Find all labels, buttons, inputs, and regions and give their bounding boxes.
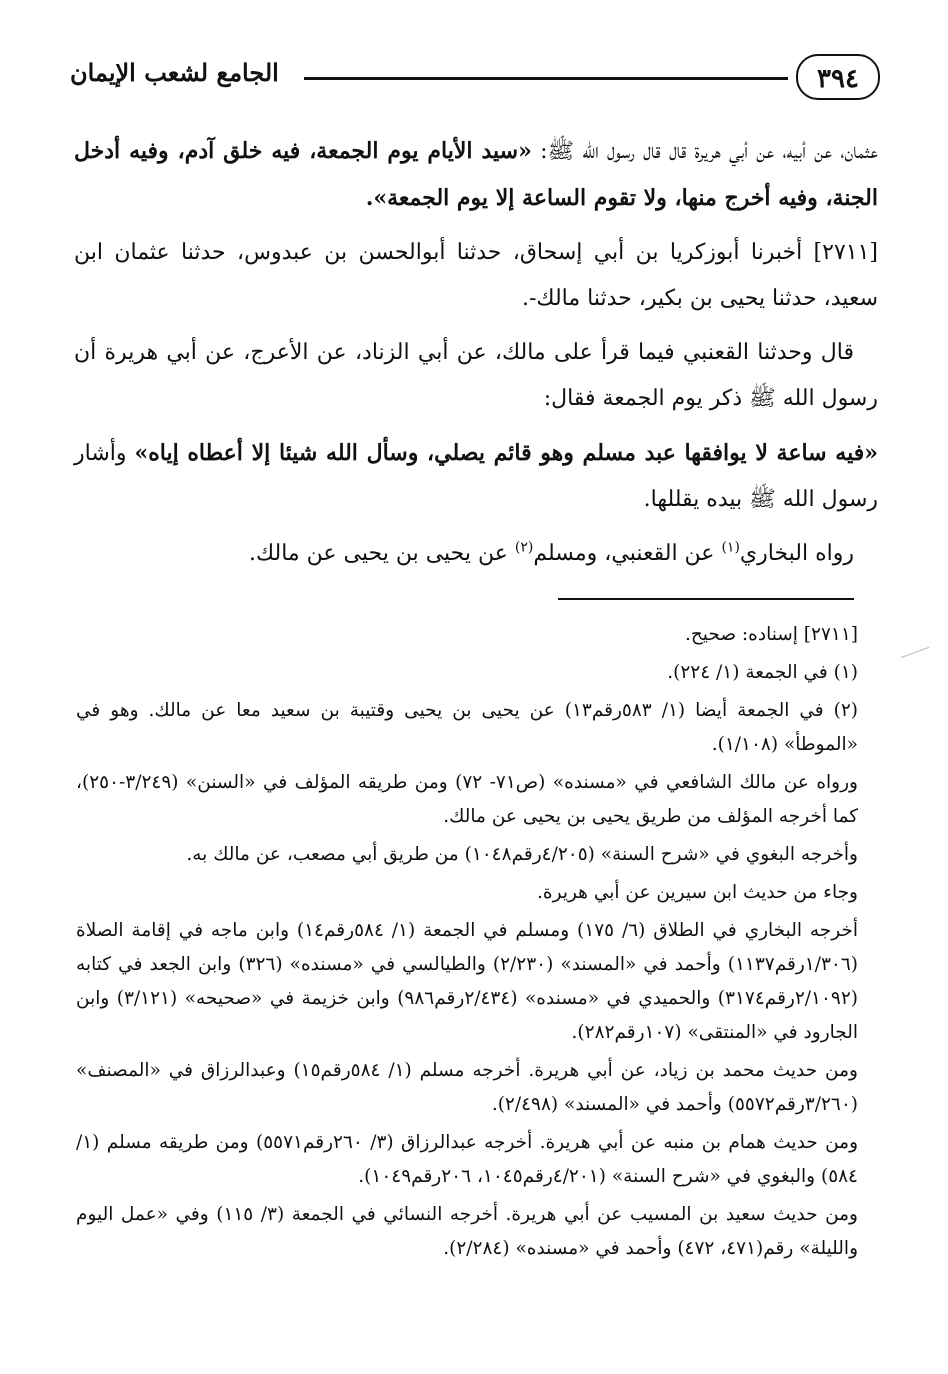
- footnote-2: (٢) في الجمعة أيضا (١/ ٥٨٣رقم١٣) عن يحيى بن يحيى وقتيبة بن سعيد معا عن مالك. وهو في «الموطأ» (١/١٠٨).: [76, 700, 858, 755]
- paragraph-hadith-2711-chain-2: قال وحدثنا القعنبي فيما قرأ على مالك، عن أبي الزناد، عن الأعرج، عن أبي هريرة أن رسول الله ﷺ ذكر يوم الجمعة فقال:: [74, 340, 878, 411]
- footnote-isnad: [٢٧١١] إسناده: صحيح.: [684, 624, 858, 645]
- footnote-paragraph: ومن حديث محمد بن زياد، عن أبي هريرة. أخرجه مسلم (١/ ٥٨٤رقم١٥) وعبدالرزاق في «المصنف» (٣/٢٦٠رقم٥٥٧٢) وأحمد في «المسند» (٢/٤٩٨).: [76, 1060, 858, 1115]
- margin-mark: [901, 647, 930, 658]
- paragraph-takhrij: [74, 531, 878, 577]
- footnote-paragraph: وجاء من حديث ابن سيرين عن أبي هريرة.: [537, 882, 858, 903]
- takhrij-part-a: رواه البخاري: [739, 541, 854, 566]
- takhrij-part-b: عن القعنبي، ومسلم: [533, 541, 722, 566]
- footnote-paragraph: وأخرجه البغوي في «شرح السنة» (٤/٢٠٥رقم١٠٤٨) من طريق أبي مصعب، عن مالك به.: [186, 844, 858, 865]
- footnote-ref-1[interactable]: (١): [721, 539, 740, 556]
- hadith-1-text: «سيد الأيام يوم الجمعة، فيه خلق آدم، وفيه أدخل الجنة، وفيه أخرج منها، ولا تقوم الساعة إلا يوم الجمعة».: [74, 138, 878, 211]
- footnote-paragraph: ومن حديث همام بن منبه عن أبي هريرة. أخرجه عبدالرزاق (٣/ ٢٦٠رقم٥٥٧١) ومن طريقه مسلم (١/ ٥٨٤) والبغوي في «شرح السنة» (٤/٢٠١رقم١٠٤٥، ٢٠٦رقم١٠٤٩).: [76, 1132, 859, 1187]
- page-number: ٣٩٤: [796, 54, 880, 100]
- main-text: [74, 128, 878, 585]
- page-header: [70, 48, 880, 108]
- hadith-1-chain: عثمان، عن أبيه، عن أبي هريرة قال قال رسول الله ﷺ:: [531, 139, 878, 164]
- footnote-paragraph: أخرجه البخاري في الطلاق (٦/ ١٧٥) ومسلم في الجمعة (١/ ٥٨٤رقم١٤) وابن ماجه في إقامة الصلاة (١/٣٠٦رقم١١٣٧) وأحمد في «المسند» (٢/٢٣٠) والطيالسي في «مسنده» (٣٢٦) وابن الجعد في كتابه (٢/١٠٩٢رقم٣١٧٤) والحميدي في «مسنده» (٢/٤٣٤رقم٩٨٦) وابن خزيمة في «صحيحه» (٣/١٢١) وابن الجارود في «المنتقى» (١٠٧رقم٢٨٢).: [76, 920, 858, 1043]
- footnote-separator: [558, 598, 854, 600]
- footnote-paragraph: ومن حديث سعيد بن المسيب عن أبي هريرة. أخرجه النسائي في الجمعة (٣/ ١١٥) وفي «عمل اليوم والليلة» رقم(٤٧١، ٤٧٢) وأحمد في «مسنده» (٢/٢٨٤).: [76, 1204, 858, 1259]
- paragraph-hadith-2711-chain: [٢٧١١] أخبرنا أبوزكريا بن أبي إسحاق، حدثنا أبوالحسن بن عبدوس، حدثنا عثمان ابن سعيد، حدثنا يحيى بن بكير، حدثنا مالك-.: [74, 240, 878, 311]
- takhrij-part-c: عن يحيى بن يحيى عن مالك.: [248, 541, 515, 566]
- paragraph-hadith-2711-text: [74, 430, 878, 523]
- footnotes: [76, 618, 858, 1270]
- hadith-2711-note: وأشار رسول الله ﷺ بيده يقللها.: [74, 441, 878, 512]
- footnote-ref-2[interactable]: (٢): [514, 539, 534, 556]
- book-title: الجامع لشعب الإيمان: [70, 58, 279, 87]
- footnote-paragraph: ورواه عن مالك الشافعي في «مسنده» (ص٧١- ٧٢) ومن طريقه المؤلف في «السنن» (٣/٢٤٩-٢٥٠)، كما أخرجه المؤلف من طريق يحيى بن يحيى عن مالك.: [76, 772, 858, 827]
- paragraph-hadith-1: [74, 128, 878, 222]
- footnote-1: (١) في الجمعة (١/ ٢٢٤).: [667, 662, 858, 683]
- hadith-2711-text: «فيه ساعة لا يوافقها عبد مسلم وهو قائم يصلي، وسأل الله شيئا إلا أعطاه إياه»: [134, 440, 878, 466]
- header-rule: [304, 77, 788, 80]
